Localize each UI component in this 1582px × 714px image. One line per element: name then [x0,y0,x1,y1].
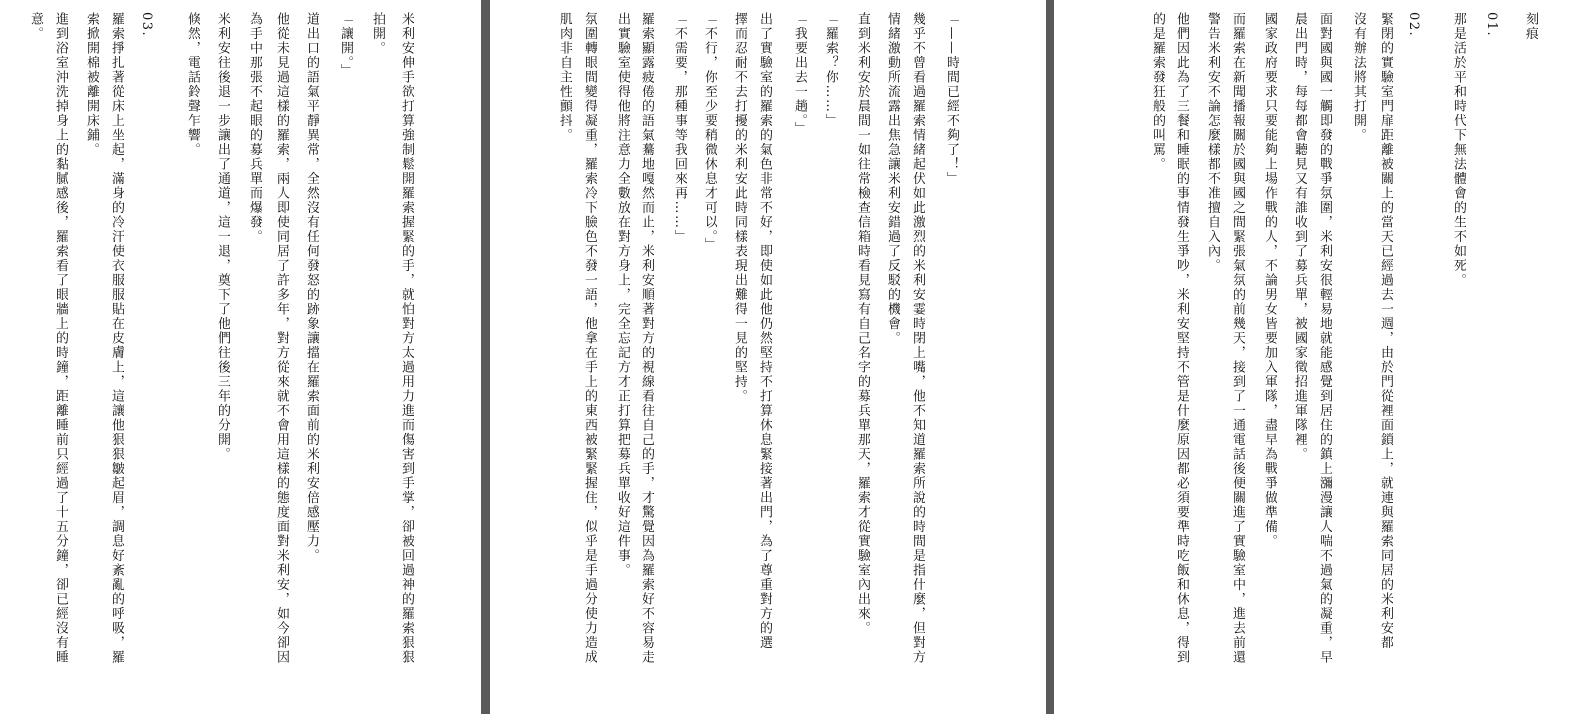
text-column: 幾乎不曾看過羅索情緒起伏如此激烈的米利安霎時閉上嘴，他不知道羅索所說的時間是指什麼，但對方 [910,12,925,665]
text-column: 米利安往後退一步讓出了通道，這一退，奠下了他們往後三年的分開。 [215,12,230,462]
page-right [1054,0,1582,714]
text-column: 國家政府要求只要能夠上場作戰的人，不論男女皆要加入軍隊，盡早為戰爭做準備。 [1262,12,1277,549]
text-column: 「我要出去一趟。」 [792,12,807,136]
text-column: 為手中那張不起眼的募兵單而爆發。 [247,12,262,244]
page-divider [1046,0,1054,714]
text-column: 羅索顯露疲倦的語氣驀地嘎然而止，米利安順著對方的視線看往自己的手，才驚覺因為羅索好不容易走 [639,12,654,665]
text-column: 氛圍轉眼間變得凝重，羅索冷下臉色不發一語，他拿在手上的東西被緊緊握住，似乎是手過分使力造成 [582,12,597,665]
text-column: 擇而忍耐不去打擾的米利安此時同樣表現出難得一見的堅持。 [732,12,747,404]
text-column: 「讓開。」 [338,12,353,78]
text-column: 道出口的語氣平靜異常，全然沒有任何發怒的跡象讓擋在羅索面前的米利安倍感壓力。 [304,12,319,563]
text-column: 他從未見過這樣的羅索，兩人即使同居了許多年，對方從來就不會用這樣的態度面對米利安，如今卻因 [274,12,289,665]
text-column: 晨出門時，每每都會聽見又有誰收到了募兵單，被國家徵招進軍隊裡。 [1292,12,1307,462]
text-column: 沒有辦法將其打開。 [1351,12,1366,143]
text-column: 情緒激動所流露出焦急讓米利安錯過了反駁的機會。 [885,12,900,346]
text-column: 倏然，電話鈴聲乍響。 [185,12,200,157]
text-column: 那是活於平和時代下無法體會的生不如死。 [1451,12,1466,288]
text-column: 索掀開棉被離開床鋪。 [84,12,99,157]
text-column: 肌肉非自主性顫抖。 [557,12,572,143]
text-column: 意。 [28,12,43,41]
text-column: 出實驗室使得他將注意力全數放在對方身上，完全忘記方才正打算把募兵單收好這件事。 [615,12,630,578]
text-column: 而羅索在新聞播報關於國與國之間緊張氣氛的前幾天，接到了一通電話後便關進了實驗室中，進去前還 [1230,12,1245,665]
text-column: 「不行，你至少要稍微休息才可以。」 [702,12,717,252]
section-number: 02. [1406,12,1421,38]
section-number: 03. [139,12,154,38]
page-divider [481,0,490,714]
page-left [0,0,481,714]
text-column: 進到浴室沖洗掉身上的黏膩感後，羅索看了眼牆上的時鐘，距離睡前只經過了十五分鐘，卻已經沒有睡 [53,12,68,665]
text-column: 緊閉的實驗室門扉距離被關上的當天已經過去一週，由於門從裡面鎖上，就連與羅索同居的米利安都 [1378,12,1393,650]
text-column: 「——時間已經不夠了！」 [944,12,959,186]
chapter-title: 刻痕 [1523,12,1538,41]
text-column: 拍開。 [370,12,385,56]
section-number: 01. [1484,12,1499,38]
text-column: 警告米利安不論怎麼樣都不准擅自入內。 [1205,12,1220,273]
text-column: 「不需要，那種事等我回來再……」 [672,12,687,244]
text-column: 米利安伸手欲打算強制鬆開羅索握緊的手，就怕對方太過用力進而傷害到手掌，卻被回過神的羅索狠狠 [399,12,414,665]
text-column: 的是羅索發狂般的叫罵。 [1150,12,1165,172]
text-column: 出了實驗室的羅索的氣色非常不好，即使如此他仍然堅持不打算休息緊接著出門，為了尊重對方的選 [757,12,772,650]
text-column: 直到米利安於晨間一如往常檢查信箱時看見寫有自己名字的募兵單那天，羅索才從實驗室內出來。 [855,12,870,636]
text-column: 他們因此為了三餐和睡眠的事情發生爭吵，米利安堅持不管是什麼原因都必須要準時吃飯和休息，得到 [1174,12,1189,665]
text-column: 「羅索？你……」 [823,12,838,128]
text-column: 羅索掙扎著從床上坐起，滿身的冷汗使衣服服貼在皮膚上，這讓他狠狠皺起眉，調息好紊亂的呼吸，羅 [109,12,124,665]
page-middle [490,0,1046,714]
text-column: 面對國與國一觸即發的戰爭氛圍，米利安很輕易地就能感覺到居住的鎮上瀰漫讓人喘不過氣的凝重，早 [1317,12,1332,665]
